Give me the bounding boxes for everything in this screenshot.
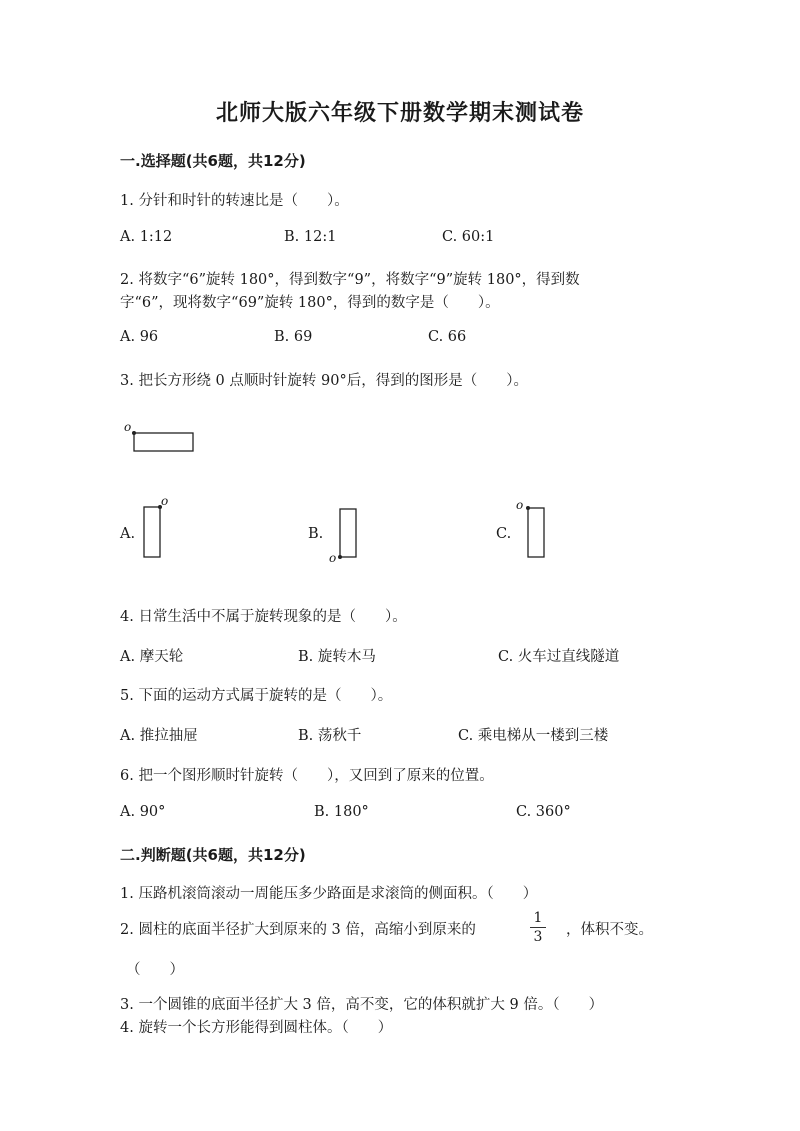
- fraction-denominator: 3: [533, 929, 543, 945]
- q1-option-c: C. 60:1: [442, 229, 495, 245]
- q1-option-b: B. 12:1: [284, 229, 337, 245]
- q4-option-b: B. 旋转木马: [298, 649, 376, 665]
- question-2-line-1: 2. 将数字“6”旋转 180°，得到数字“9”，将数字“9”旋转 180°，得到数: [120, 272, 580, 288]
- q3-option-c-figure: [526, 506, 544, 557]
- q6-option-c: C. 360°: [516, 804, 571, 820]
- judgment-2-part-2: ，体积不变。: [566, 922, 653, 938]
- fraction-one-third: [530, 910, 546, 945]
- q2-option-c: C. 66: [428, 329, 467, 345]
- q2-option-a: A. 96: [120, 329, 159, 345]
- question-1: 1. 分针和时针的转速比是（ ）。: [120, 193, 349, 209]
- q3-point-label-a: o: [161, 494, 169, 508]
- judgment-1: 1. 压路机滚筒滚动一周能压多少路面是求滚筒的侧面积。（ ）: [120, 886, 538, 902]
- q3-point-label-c: o: [516, 498, 524, 512]
- q1-option-a: A. 1:12: [120, 229, 173, 245]
- q5-option-a: A. 推拉抽屉: [120, 728, 198, 744]
- question-2-line-2: 字“6”，现将数字“69”旋转 180°，得到的数字是（ ）。: [120, 295, 500, 311]
- q3-point-label-b: o: [329, 551, 337, 565]
- q3-point-label-original: o: [124, 420, 132, 434]
- q3-option-c: C.: [496, 526, 512, 542]
- question-4: 4. 日常生活中不属于旋转现象的是（ ）。: [120, 609, 407, 625]
- question-5: 5. 下面的运动方式属于旋转的是（ ）。: [120, 688, 393, 704]
- judgment-2-part-1: 2. 圆柱的底面半径扩大到原来的 3 倍，高缩小到原来的: [120, 922, 476, 938]
- q2-option-b: B. 69: [274, 329, 313, 345]
- judgment-4: 4. 旋转一个长方形能得到圆柱体。（ ）: [120, 1020, 393, 1036]
- judgment-3: 3. 一个圆锥的底面半径扩大 3 倍，高不变，它的体积就扩大 9 倍。（ ）: [120, 997, 604, 1013]
- q5-option-c: C. 乘电梯从一楼到三楼: [458, 728, 609, 744]
- fraction-numerator: 1: [533, 910, 543, 926]
- q3-option-b: B.: [308, 526, 324, 542]
- q6-option-b: B. 180°: [314, 804, 369, 820]
- page-title: 北师大版六年级下册数学期末测试卷: [215, 100, 584, 126]
- q3-original-rectangle: [132, 431, 193, 451]
- q3-option-a: A.: [120, 526, 136, 542]
- section-heading-choice: 一.选择题(共6题，共12分): [120, 152, 306, 170]
- q5-option-b: B. 荡秋千: [298, 728, 362, 744]
- question-3: 3. 把长方形绕 0 点顺时针旋转 90°后，得到的图形是（ ）。: [120, 373, 528, 389]
- q4-option-c: C. 火车过直线隧道: [498, 649, 620, 665]
- judgment-2-answer: （ ）: [126, 962, 184, 978]
- fraction-bar: [530, 927, 546, 928]
- q6-option-a: A. 90°: [120, 804, 166, 820]
- section-heading-judgment: 二.判断题(共6题，共12分): [120, 846, 306, 864]
- q3-option-b-figure: [338, 509, 356, 559]
- question-6: 6. 把一个图形顺时针旋转（ ），又回到了原来的位置。: [120, 768, 494, 784]
- q3-option-a-figure: [144, 505, 162, 557]
- q4-option-a: A. 摩天轮: [120, 649, 184, 665]
